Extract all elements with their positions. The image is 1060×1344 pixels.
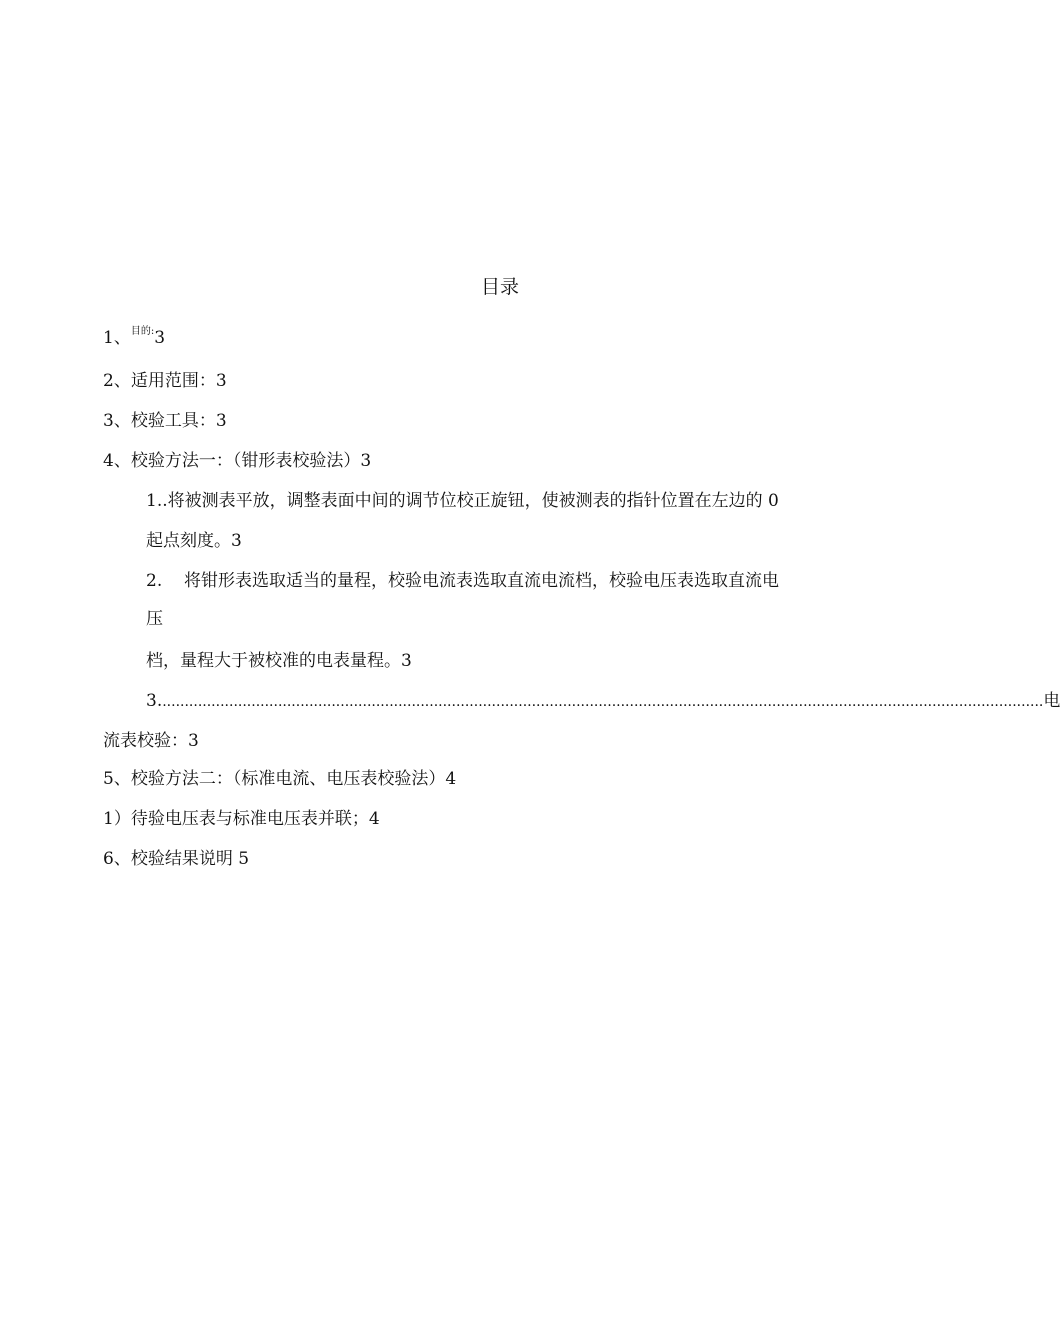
toc-item-tools[interactable]: 3、校验工具：3 xyxy=(103,411,227,431)
toc-item-scope[interactable]: 2、适用范围：3 xyxy=(103,371,227,391)
toc-item-number: 1、 xyxy=(103,328,131,348)
toc-subitem-step1-line2[interactable]: 起点刻度。3 xyxy=(146,531,242,551)
step-number: 3. xyxy=(146,691,163,711)
toc-item-results[interactable]: 6、校验结果说明 5 xyxy=(103,849,250,869)
toc-subitem-step1-line1[interactable]: 1..将被测表平放，调整表面中间的调节位校正旋钮，使被测表的指针位置在左边的 0 xyxy=(146,491,779,511)
toc-item-method-two[interactable]: 5、校验方法二：（标准电流、电压表校验法）4 xyxy=(103,769,457,789)
toc-item-page: 3 xyxy=(154,328,166,348)
toc-subitem-parallel[interactable]: 1）待验电压表与标准电压表并联；4 xyxy=(103,809,380,829)
step-number: 2. xyxy=(146,571,163,591)
toc-title: 目录 xyxy=(480,276,519,298)
toc-item-method-one[interactable]: 4、校验方法一：（钳形表校验法）3 xyxy=(103,451,372,471)
toc-subitem-step3-cont[interactable]: 流表校验：3 xyxy=(103,731,199,751)
step-text-end: 电 xyxy=(1043,691,1060,711)
toc-item-purpose[interactable] xyxy=(103,326,165,353)
toc-subitem-step2-line3[interactable]: 档，量程大于被校准的电表量程。3 xyxy=(146,651,412,671)
toc-leader-dots: ...................................................................................................................................................................................................... xyxy=(162,694,1044,710)
step-text: 将钳形表选取适当的量程，校验电流表选取直流电流档，校验电压表选取直流电 xyxy=(184,571,779,591)
toc-subitem-step2-line1[interactable] xyxy=(146,569,779,593)
toc-subitem-step2-line2[interactable]: 压 xyxy=(146,609,163,629)
toc-item-label: 目的: xyxy=(130,326,155,337)
toc-subitem-step3[interactable] xyxy=(146,689,1060,714)
